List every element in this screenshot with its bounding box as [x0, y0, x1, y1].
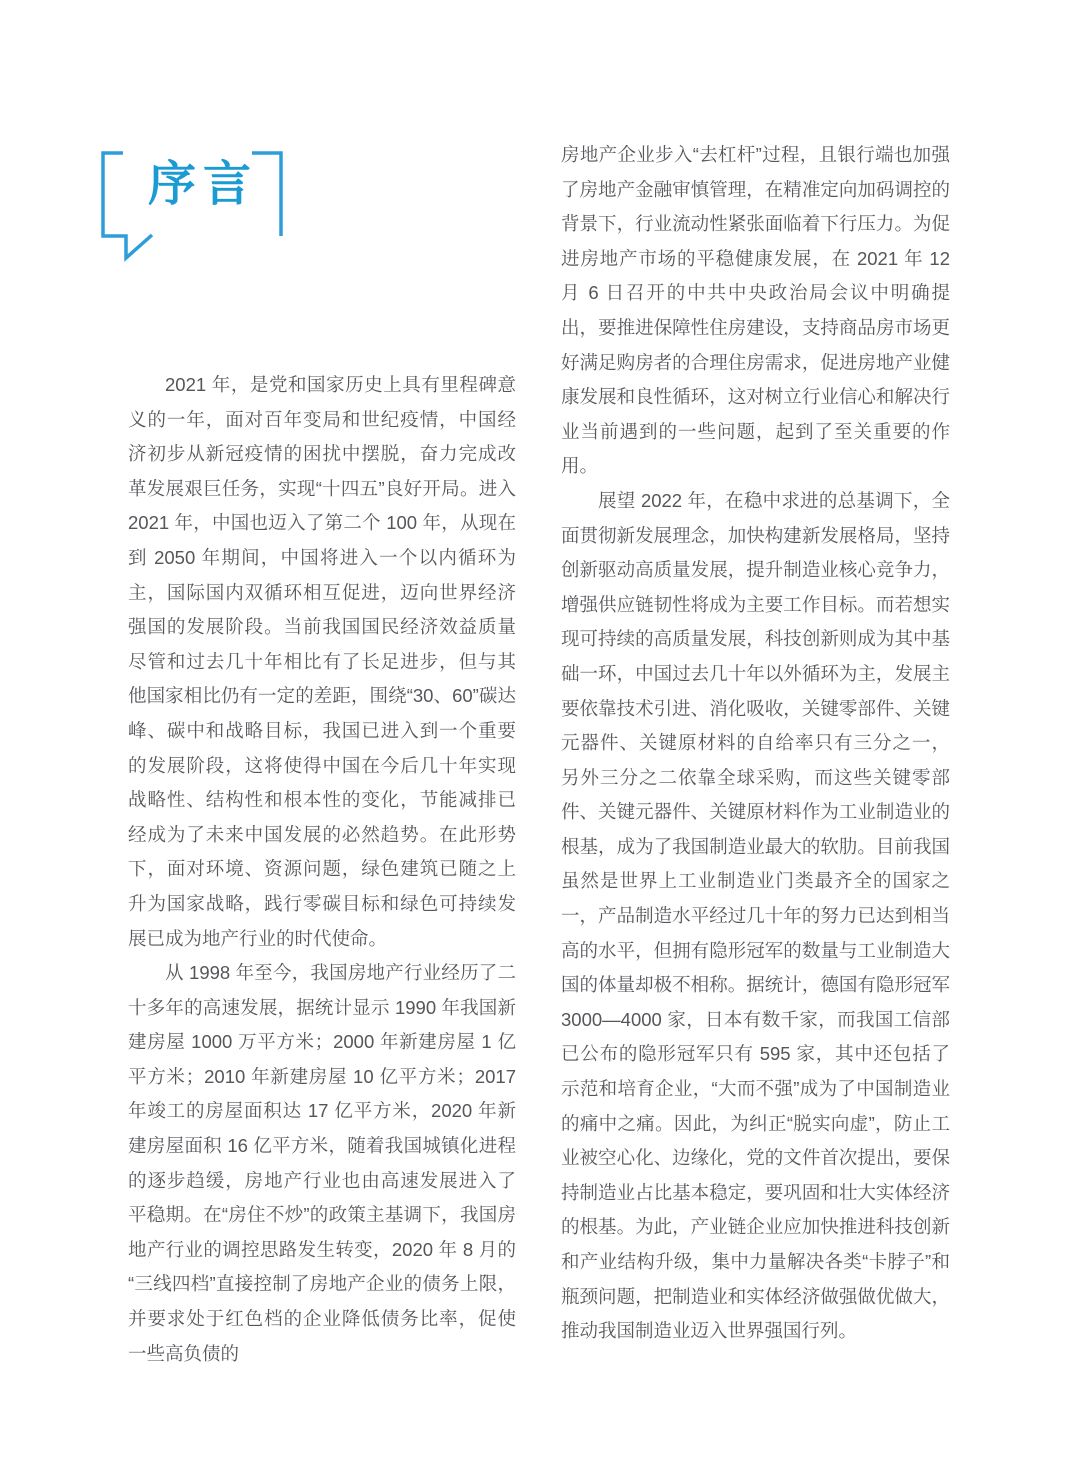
paragraph-real-estate-history-continued: 房地产企业步入“去杠杆”过程，且银行端也加强了房地产金融审慎管理，在精准定向加码调控的背景下，行业流动性紧张面临着下行压力。为促进房地产市场的平稳健康发展，在 2021 年 12 月 6 日召开的中共中央政治局会议中明确提出，要推进保障性住房建设，支持商品房市场更好满足购房者的合理住房需求，促进房地产业健康发展和良性循环，这对树立行业信心和解决行业当前遇到的一些问题，起到了至关重要的作用。 — [561, 144, 950, 477]
paragraph-intro-2021: 2021 年，是党和国家历史上具有里程碑意义的一年，面对百年变局和世纪疫情，中国经济初步从新冠疫情的困扰中摆脱，奋力完成改革发展艰巨任务，实现“十四五”良好开局。进入 2021 年，中国也迈入了第二个 100 年，从现在到 2050 年期间，中国将进入一个以内循环为主，国际国内双循环相互促进，迈向世界经济强国的发展阶段。当前我国国民经济效益质量尽管和过去几十年相比有了长足进步，但与其他国家相比仍有一定的差距，围绕“30、60”碳达峰、碳中和战略目标，我国已进入到一个重要的发展阶段，这将使得中国在今后几十年实现战略性、结构性和根本性的变化，节能减排已经成为了未来中国发展的必然趋势。在此形势下，面对环境、资源问题，绿色建筑已随之上升为国家战略，践行零碳目标和绿色可持续发展已成为地产行业的时代使命。 — [128, 374, 516, 949]
preface-title-block — [98, 149, 298, 279]
paragraph-real-estate-history: 从 1998 年至今，我国房地产行业经历了二十多年的高速发展，据统计显示 1990 年我国新建房屋 1000 万平方米；2000 年新建房屋 1 亿平方米；2010 年新建房屋 10 亿平方米；2017 年竣工的房屋面积达 17 亿平方米，2020 年新建房屋面积 16 亿平方米，随着我国城镇化进程的逐步趋缓，房地产行业也由高速发展进入了平稳期。在“房住不炒”的政策主基调下，我国房地产行业的调控思路发生转变，2020 年 8 月的“三线四档”直接控制了房地产企业的债务上限，并要求处于红色档的企业降低债务比率，促使一些高负债的 — [128, 962, 516, 1364]
page-title: 序言 — [148, 158, 259, 211]
paragraph-outlook-2022: 展望 2022 年，在稳中求进的总基调下，全面贯彻新发展理念，加快构建新发展格局，坚持创新驱动高质量发展，提升制造业核心竞争力，增强供应链韧性将成为主要工作目标。而若想实现可持续的高质量发展，科技创新则成为其中基础一环，中国过去几十年以外循环为主，发展主要依靠技术引进、消化吸收，关键零部件、关键元器件、关键原材料的自给率只有三分之一， 另外三分之二依靠全球采购，而这些关键零部件、关键元器件、关键原材料作为工业制造业的根基，成为了我国制造业最大的软肋。目前我国虽然是世界上工业制造业门类最齐全的国家之一，产品制造水平经过几十年的努力已达到相当高的水平，但拥有隐形冠军的数量与工业制造大国的体量却极不相称。据统计，德国有隐形冠军 3000—4000 家，日本有数千家，而我国工信部已公布的隐形冠军只有 595 家，其中还包括了示范和培育企业，“大而不强”成为了中国制造业的痛中之痛。因此，为纠正“脱实向虚”，防止工业被空心化、边缘化，党的文件首次提出，要保持制造业占比基本稳定，要巩固和壮大实体经济的根基。为此，产业链企业应加快推进科技创新和产业结构升级，集中力量解决各类“卡脖子”和瓶颈问题，把制造业和实体经济做强做优做大，推动我国制造业迈入世界强国行列。 — [561, 489, 950, 1342]
right-text-column — [561, 138, 950, 1349]
left-text-column — [128, 368, 516, 1371]
